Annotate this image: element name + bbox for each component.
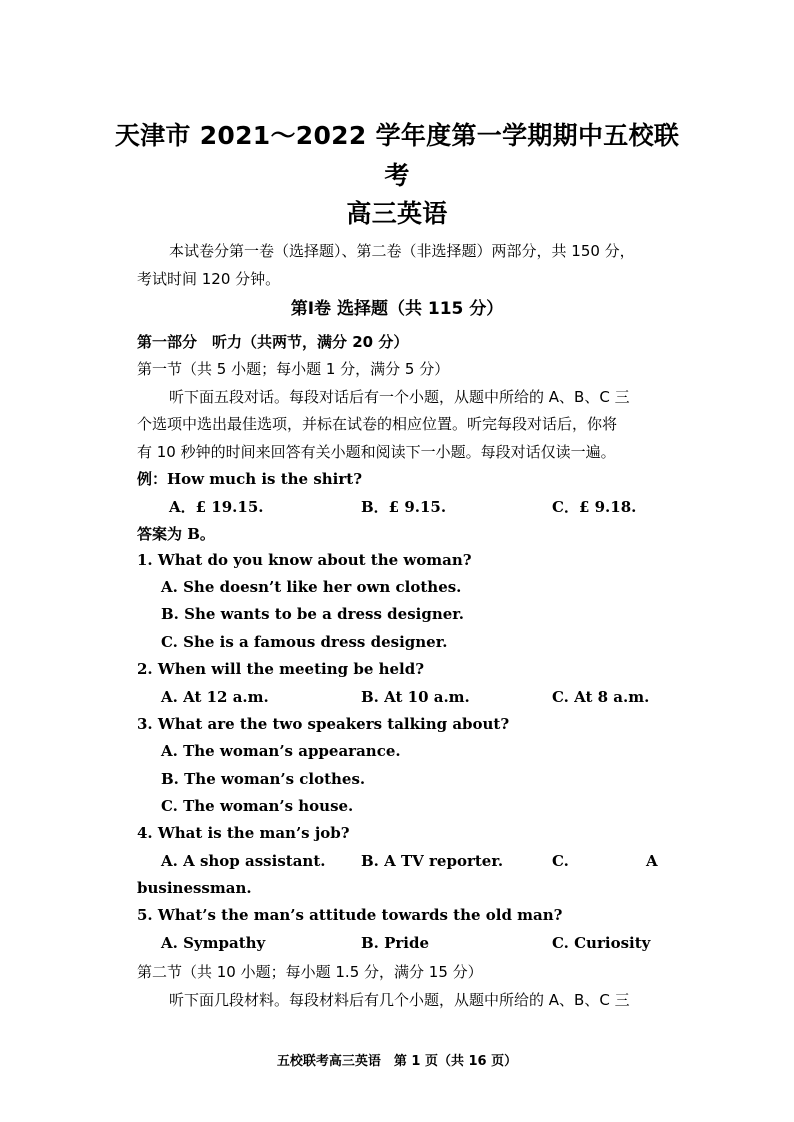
question-4-option-c-letter: C. [552, 852, 569, 870]
example-option-a: A．£ 19.15. [169, 498, 264, 516]
exam-title-line2: 考 [384, 161, 410, 190]
example-answer: 答案为 B。 [137, 525, 215, 543]
question-2: 2. When will the meeting be held? [137, 660, 425, 678]
instruction-line-3: 有 10 秒钟的时间来回答有关小题和阅读下一小题。每段对话仅读一遍。 [137, 443, 616, 461]
volume-heading: 第Ⅰ卷 选择题（共 115 分） [290, 299, 504, 319]
question-1-option-b: B. She wants to be a dress designer. [161, 605, 465, 623]
intro-line-2: 考试时间 120 分钟。 [137, 270, 281, 288]
instruction-line-2: 个选项中选出最佳选项，并标在试卷的相应位置。听完每段对话后，你将 [137, 415, 618, 433]
question-2-option-c: C. At 8 a.m. [552, 688, 650, 706]
example-question: 例：How much is the shirt? [137, 470, 362, 488]
question-5-option-a: A. Sympathy [161, 934, 266, 952]
question-5-option-b: B. Pride [361, 934, 430, 952]
question-4: 4. What is the man’s job? [137, 824, 350, 842]
part1-heading: 第一部分 听力（共两节，满分 20 分） [137, 333, 409, 351]
question-5: 5. What’s the man’s attitude towards the old man? [137, 906, 563, 924]
section2-heading: 第二节（共 10 小题；每小题 1.5 分，满分 15 分） [137, 963, 483, 981]
example-option-b: B．£ 9.15. [361, 498, 447, 516]
page-footer: 五校联考高三英语 第 1 页（共 16 页） [276, 1054, 518, 1069]
question-3-option-c: C. The woman’s house. [161, 797, 354, 815]
question-5-option-c: C. Curiosity [552, 934, 651, 952]
example-option-c: C．£ 9.18. [552, 498, 637, 516]
question-1-option-c: C. She is a famous dress designer. [161, 633, 448, 651]
section1-heading: 第一节（共 5 小题；每小题 1 分，满分 5 分） [137, 360, 450, 378]
exam-title-line1: 天津市 2021～2022 学年度第一学期期中五校联 [114, 121, 680, 150]
question-2-option-b: B. At 10 a.m. [361, 688, 470, 706]
intro-line-1: 本试卷分第一卷（选择题）、第二卷（非选择题）两部分，共 150 分， [169, 242, 635, 260]
question-4-option-c-article: A [646, 852, 658, 870]
question-2-option-a: A. At 12 a.m. [161, 688, 269, 706]
question-3: 3. What are the two speakers talking about? [137, 715, 510, 733]
question-3-option-a: A. The woman’s appearance. [161, 742, 401, 760]
exam-subtitle: 高三英语 [346, 199, 448, 228]
instruction-line-1: 听下面五段对话。每段对话后有一个小题，从题中所给的 A、B、C 三 [169, 388, 630, 406]
section2-instruction: 听下面几段材料。每段材料后有几个小题，从题中所给的 A、B、C 三 [169, 991, 630, 1009]
question-4-option-c-word: businessman. [137, 879, 252, 897]
question-4-option-b: B. A TV reporter. [361, 852, 504, 870]
question-4-option-a: A. A shop assistant. [161, 852, 326, 870]
question-1-option-a: A. She doesn’t like her own clothes. [161, 578, 462, 596]
question-3-option-b: B. The woman’s clothes. [161, 770, 366, 788]
question-1: 1. What do you know about the woman? [137, 551, 472, 569]
